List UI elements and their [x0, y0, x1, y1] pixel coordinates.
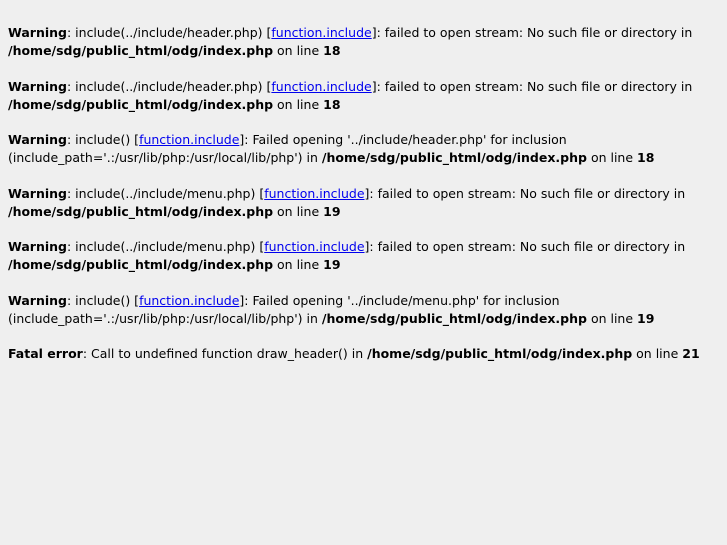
warning-text-pre: : include(../include/header.php) [ — [66, 25, 272, 40]
on-line-text: on line — [273, 203, 324, 219]
fatal-error-label: Fatal error — [8, 346, 83, 361]
line-number: 19 — [323, 257, 341, 272]
on-line-text: on line — [586, 310, 638, 326]
warning-text-post: ]: failed to open stream: No such file or directory in — [364, 185, 686, 201]
line-number: 18 — [323, 43, 341, 58]
warning-label: Warning — [8, 292, 67, 308]
function-include-link[interactable]: function.include — [264, 185, 365, 201]
warning-text-pre: : include(../include/menu.php) [ — [66, 239, 265, 254]
warning-label: Warning — [8, 132, 67, 147]
warning-label: Warning — [8, 25, 67, 40]
warning-text-post: ]: Failed opening '../include/menu.php' for inclusion (include_path='.:/usr/lib/php:/usr/local/lib/php') in — [8, 292, 560, 326]
on-line-text: on line — [586, 150, 638, 165]
warning-text-post: ]: failed to open stream: No such file or directory in — [371, 78, 693, 94]
line-number: 18 — [323, 96, 341, 112]
warning-text-pre: : include(../include/menu.php) [ — [66, 185, 265, 201]
file-path: /home/sdg/public_html/odg/index.php — [8, 96, 274, 112]
warning-text-post: ]: failed to open stream: No such file or directory in — [371, 25, 693, 40]
fatal-error-text: : Call to undefined function draw_header() in — [82, 346, 368, 361]
warning-message — [8, 78, 719, 114]
line-number: 21 — [682, 346, 700, 361]
function-include-link[interactable]: function.include — [139, 132, 240, 147]
warning-text-post: ]: failed to open stream: No such file or directory in — [364, 239, 686, 254]
file-path: /home/sdg/public_html/odg/index.php — [367, 346, 633, 361]
warning-label: Warning — [8, 185, 67, 201]
on-line-text: on line — [273, 96, 324, 112]
fatal-error-message — [8, 345, 719, 363]
function-include-link[interactable]: function.include — [264, 239, 365, 254]
file-path: /home/sdg/public_html/odg/index.php — [8, 257, 274, 272]
on-line-text: on line — [273, 257, 324, 272]
line-number: 18 — [637, 150, 655, 165]
warning-message — [8, 185, 719, 221]
on-line-text: on line — [632, 346, 683, 361]
warning-text-post: ]: Failed opening '../include/header.php' for inclusion (include_path='.:/usr/lib/php:/usr/local/lib/php') in — [8, 132, 567, 165]
warning-message — [8, 238, 719, 274]
warning-text-pre: : include(../include/header.php) [ — [66, 78, 272, 94]
warning-message — [8, 131, 719, 167]
function-include-link[interactable]: function.include — [271, 78, 372, 94]
warning-text-pre: : include() [ — [66, 132, 140, 147]
warning-message — [8, 292, 719, 328]
line-number: 19 — [637, 310, 655, 326]
function-include-link[interactable]: function.include — [271, 25, 372, 40]
file-path: /home/sdg/public_html/odg/index.php — [321, 310, 587, 326]
function-include-link[interactable]: function.include — [139, 292, 240, 308]
line-number: 19 — [323, 203, 341, 219]
file-path: /home/sdg/public_html/odg/index.php — [8, 43, 274, 58]
file-path: /home/sdg/public_html/odg/index.php — [8, 203, 274, 219]
warning-label: Warning — [8, 239, 67, 254]
warning-text-pre: : include() [ — [66, 292, 140, 308]
on-line-text: on line — [273, 43, 324, 58]
warning-message — [8, 24, 719, 60]
file-path: /home/sdg/public_html/odg/index.php — [321, 150, 587, 165]
warning-label: Warning — [8, 78, 67, 94]
